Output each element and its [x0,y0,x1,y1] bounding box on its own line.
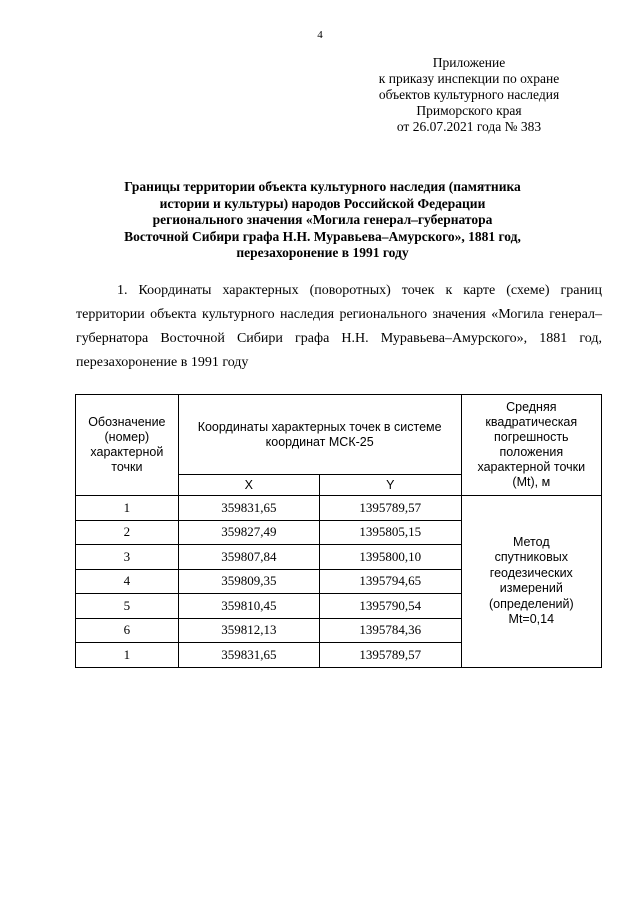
table-row [76,496,602,521]
cell-x: 359831,65 [178,496,319,521]
appendix-line: к приказу инспекции по охране [378,71,560,86]
cell-y: 1395790,54 [319,594,461,619]
cell-y: 1395789,57 [319,496,461,521]
cell-y: 1395789,57 [319,643,461,668]
document-title [80,179,565,262]
cell-x: 359809,35 [178,569,319,594]
cell-x: 359831,65 [178,643,319,668]
cell-point: 3 [76,545,179,570]
cell-point: 2 [76,520,179,545]
header-y: Y [319,475,461,496]
header-coordinates: Координаты характерных точек в системе координат МСК-25 [178,395,461,475]
title-line: регионального значения «Могила генерал–губернатора [152,212,493,227]
cell-point: 1 [76,496,179,521]
header-error: Средняя квадратическая погрешность положения характерной точки (Mt), м [461,395,601,496]
cell-point: 5 [76,594,179,619]
cell-y: 1395800,10 [319,545,461,570]
title-line: Границы территории объекта культурного наследия (памятника [124,179,521,194]
page-number: 4 [317,29,323,41]
appendix-block [356,55,582,135]
cell-x: 359810,45 [178,594,319,619]
cell-x: 359827,49 [178,520,319,545]
intro-paragraph: 1. Координаты характерных (поворотных) точек к карте (схеме) границ территории объекта культурного наследия регионального значения «Могила генерал–губернатора Восточной Сибири графа Н.Н. Муравьева–Амурского», 1881 год, перезахоронение в 1991 году [76,283,602,370]
appendix-line: объектов культурного наследия [378,87,560,102]
cell-point: 1 [76,643,179,668]
appendix-line: от 26.07.2021 года № 383 [396,119,542,134]
cell-y: 1395805,15 [319,520,461,545]
cell-method: Метод спутниковых геодезических измерений (определений) Mt=0,14 [461,496,601,668]
header-x: X [178,475,319,496]
cell-point: 6 [76,618,179,643]
title-line: истории и культуры) народов Российской Федерации [159,195,486,211]
cell-x: 359812,13 [178,618,319,643]
title-line: Восточной Сибири графа Н.Н. Муравьева–Амурского», 1881 год, [124,228,521,244]
coordinates-table [75,394,602,668]
cell-y: 1395784,36 [319,618,461,643]
appendix-line: Приложение [432,55,506,70]
cell-y: 1395794,65 [319,569,461,594]
cell-point: 4 [76,569,179,594]
header-point: Обозначение (номер) характерной точки [76,395,179,496]
title-line: перезахоронение в 1991 году [236,245,409,260]
appendix-line: Приморского края [416,103,522,118]
cell-x: 359807,84 [178,545,319,570]
